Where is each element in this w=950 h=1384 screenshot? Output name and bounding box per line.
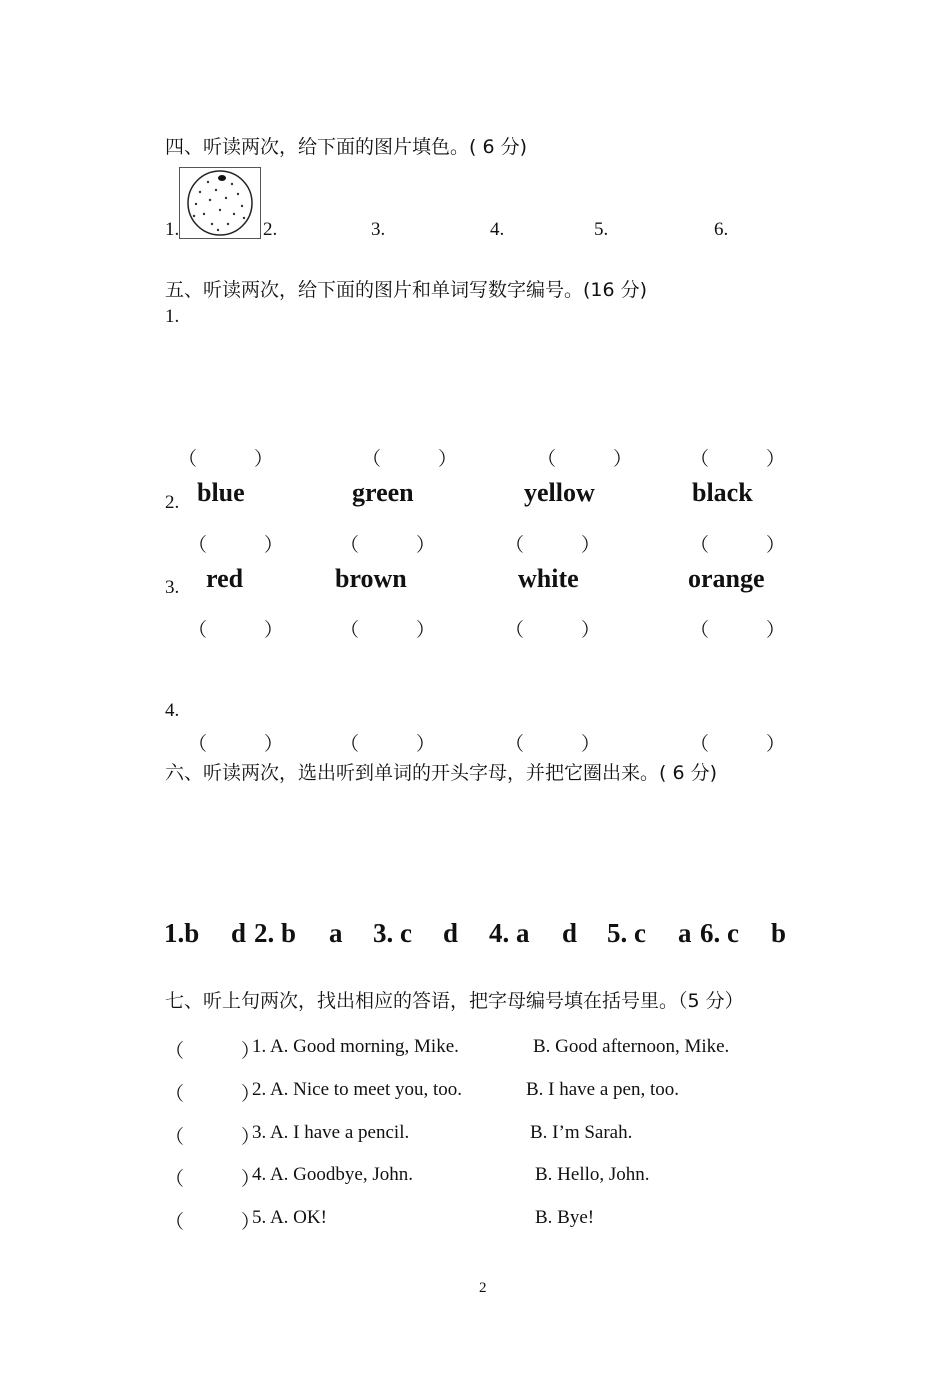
answer-bracket[interactable]: （ ） [188,535,284,556]
letter-option[interactable]: a [678,918,692,948]
letter-option[interactable]: d [231,918,247,948]
word-orange: orange [688,564,765,593]
word-blue: blue [197,478,245,507]
question-1-option-b: B. Good afternoon, Mike. [533,1036,730,1057]
letter-option[interactable]: 2. b [254,918,297,948]
row1-label: 1. [165,306,180,327]
answer-bracket[interactable]: （ ） [690,449,786,470]
answer-bracket[interactable]: （ ） [690,535,786,556]
ball-icon [180,168,260,238]
question-4-option-b: B. Hello, John. [535,1164,650,1185]
question-5-option-b: B. Bye! [535,1207,595,1228]
page-number: 2 [479,1280,487,1296]
question-5-option-a: 5. A. OK! [252,1207,327,1228]
question-4-option-a: 4. A. Goodbye, John. [252,1164,413,1185]
letter-option[interactable]: b [771,918,787,948]
answer-bracket[interactable]: （ ） [690,734,786,755]
letter-option[interactable]: 3. c [373,918,412,948]
answer-bracket[interactable]: （ ） [178,449,274,470]
letter-option[interactable]: 4. a [489,918,530,948]
answer-bracket[interactable]: （ ） [362,449,458,470]
ball-picture [179,167,261,239]
picture-label-4: 4. [490,219,505,240]
answer-bracket[interactable]: （ ） [690,620,786,641]
answer-bracket[interactable]: （ ） [165,1041,261,1062]
answer-bracket[interactable]: （ ） [188,734,284,755]
answer-bracket[interactable]: （ ） [340,535,436,556]
answer-bracket[interactable]: （ ） [165,1127,261,1148]
answer-bracket[interactable]: （ ） [165,1169,261,1190]
row3-label: 3. [165,577,180,598]
picture-label-1: 1. [165,219,180,240]
answer-bracket[interactable]: （ ） [188,620,284,641]
question-2-option-a: 2. A. Nice to meet you, too. [252,1079,463,1100]
row2-label: 2. [165,492,180,513]
answer-bracket[interactable]: （ ） [505,535,601,556]
answer-bracket[interactable]: （ ） [165,1212,261,1233]
word-green: green [352,478,414,507]
word-yellow: yellow [524,478,595,507]
answer-bracket[interactable]: （ ） [505,734,601,755]
word-brown: brown [335,564,407,593]
letter-option[interactable]: a [329,918,343,948]
answer-bracket[interactable]: （ ） [165,1084,261,1105]
section5-title: 五、听读两次，给下面的图片和单词写数字编号。(16 分) [165,279,648,301]
word-red: red [206,564,244,593]
answer-bracket[interactable]: （ ） [340,734,436,755]
letter-option[interactable]: 1.b [164,918,200,948]
letter-option[interactable]: d [443,918,459,948]
section7-title: 七、听上句两次，找出相应的答语，把字母编号填在括号里。（5 分） [165,990,744,1012]
letter-option[interactable]: 6. c [700,918,739,948]
picture-label-2: 2. [263,219,278,240]
answer-bracket[interactable]: （ ） [505,620,601,641]
letter-option[interactable]: 5. c [607,918,646,948]
picture-label-5: 5. [594,219,609,240]
section6-title: 六、听读两次，选出听到单词的开头字母，并把它圈出来。( 6 分) [165,762,717,784]
question-2-option-b: B. I have a pen, too. [526,1079,680,1100]
word-black: black [692,478,753,507]
answer-bracket[interactable]: （ ） [340,620,436,641]
letter-option[interactable]: d [562,918,578,948]
picture-label-6: 6. [714,219,729,240]
picture-label-3: 3. [371,219,386,240]
row4-label: 4. [165,700,180,721]
section4-title: 四、听读两次，给下面的图片填色。( 6 分) [165,136,527,158]
question-3-option-b: B. I’m Sarah. [530,1122,633,1143]
question-3-option-a: 3. A. I have a pencil. [252,1122,410,1143]
answer-bracket[interactable]: （ ） [537,449,633,470]
word-white: white [518,564,579,593]
question-1-option-a: 1. A. Good morning, Mike. [252,1036,459,1057]
